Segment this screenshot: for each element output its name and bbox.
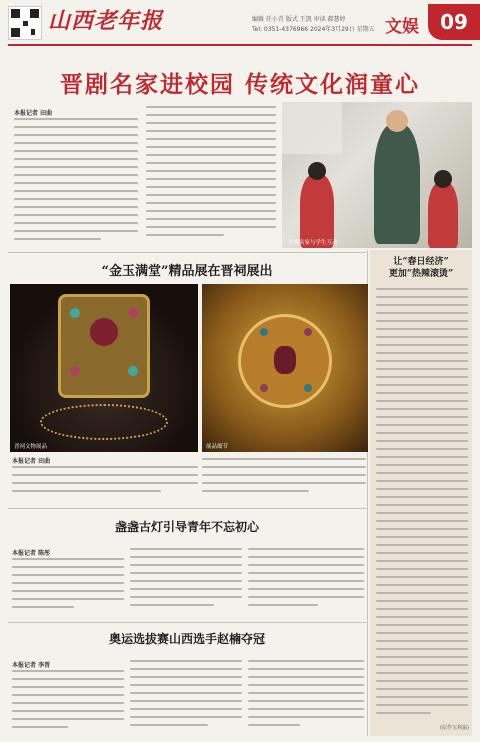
article-body — [202, 458, 366, 500]
photo-caption: 晋祠文物展品 — [14, 444, 48, 450]
section-title: 文娱 — [385, 17, 419, 37]
newspaper-logo: 山西老年报 — [48, 8, 164, 34]
article-body — [12, 466, 198, 500]
photo-caption: 晋剧名家与学生互动 — [288, 240, 338, 246]
article-byline: 本报记者 田曲 — [12, 458, 51, 465]
photo-caption: 展品细节 — [206, 444, 229, 450]
article-body — [130, 548, 242, 616]
page-number: 09 — [428, 4, 480, 40]
article-body — [12, 670, 124, 736]
article-body — [248, 660, 364, 736]
article-body — [14, 118, 138, 250]
article-body — [130, 660, 242, 736]
article-byline: 本报记者 李晋 — [12, 662, 51, 669]
article-photo — [282, 102, 472, 248]
article-headline: 盏盏古灯引导青年不忘初心 — [114, 520, 259, 534]
main-headline: 晋剧名家进校园 传统文化润童心 — [59, 71, 420, 98]
article-byline: 本报记者 田曲 — [14, 110, 53, 117]
article-body — [12, 558, 124, 616]
issue-info: Tel: 0351-4376966 2024年3月29日 星期五 — [252, 26, 375, 33]
editor-credit: (原作宝利霜) — [440, 725, 469, 731]
exhibit-photo — [202, 284, 368, 452]
section-divider — [8, 622, 366, 623]
qr-code-icon — [8, 6, 42, 40]
article-body — [146, 106, 276, 250]
article-byline: 本报记者 陈彤 — [12, 550, 51, 557]
masthead — [0, 0, 480, 50]
article-headline: 奥运选拔赛山西选手赵楠夺冠 — [108, 632, 265, 646]
sidebar-title-line: 让“春日经济” — [393, 257, 449, 267]
sidebar-title-line: 更加“热辣滚烫” — [388, 269, 454, 279]
header-rule — [8, 44, 472, 46]
article-body — [248, 548, 364, 616]
article-headline: “金玉满堂”精品展在晋祠展出 — [101, 264, 273, 279]
editor-info: 编辑 任小青 版式 王凯 审读 郝慧婷 — [252, 16, 346, 23]
sidebar-body — [376, 288, 468, 718]
section-divider — [8, 508, 366, 509]
exhibit-photo — [10, 284, 198, 452]
sidebar-title — [370, 256, 472, 280]
section-divider — [8, 252, 366, 253]
